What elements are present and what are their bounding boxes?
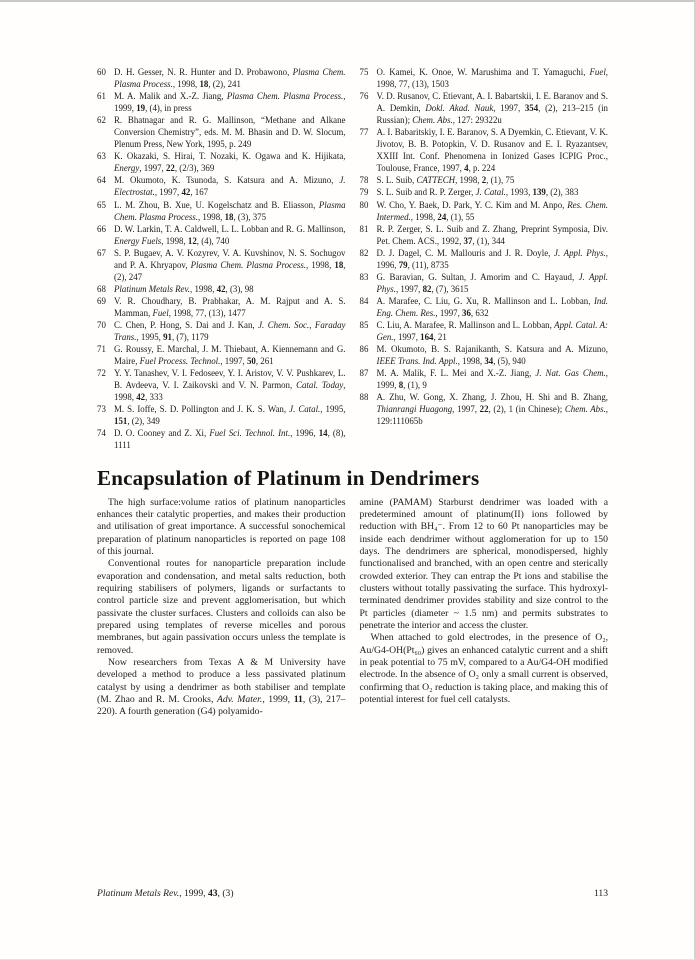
reference-number: 88 — [359, 392, 369, 403]
reference-item — [360, 174, 609, 186]
page-content — [97, 66, 608, 719]
reference-text: K. Okazaki, S. Hirai, T. Nozaki, K. Ogawa and K. Hijikata, Energy, 1997, 22, (2/3), 369 — [114, 151, 346, 174]
reference-item — [97, 150, 346, 174]
reference-text: M. Okumoto, B. S. Rajanikanth, S. Katsura and A. Mizuno, IEEE Trans. Ind. Appl., 1998, 34, (5), 940 — [376, 344, 608, 367]
reference-item — [360, 367, 609, 391]
reference-item — [97, 114, 346, 150]
reference-text: S. L. Suib and R. P. Zerger, J. Catal., 1993, 139, (2), 383 — [376, 187, 579, 198]
reference-text: O. Kamei, K. Onoe, W. Marushima and T. Yamaguchi, Fuel, 1998, 77, (13), 1503 — [376, 67, 608, 90]
reference-text: M. S. Ioffe, S. D. Pollington and J. K. S. Wan, J. Catal., 1995, 151, (2), 349 — [114, 404, 346, 427]
reference-text: G. Baravian, G. Sultan, J. Amorim and C. Hayaud, J. Appl. Phys., 1997, 82, (7), 3615 — [376, 271, 608, 294]
reference-text: C. Chen, P. Hong, S. Dai and J. Kan, J. Chem. Soc., Faraday Trans., 1995, 91, (7), 1179 — [114, 319, 346, 343]
reference-number: 85 — [359, 319, 369, 330]
body-paragraph: amine (PAMAM) Starburst dendrimer was loaded with a predetermined amount of platinum(II) ions followed by reduction with BH₄⁻. From 12 to 60 Pt nanoparticles may be inside each dendrimer without agglomeration for up to 150 days. The dendrimers are spherical, monodispersed, highly functionalised and branched, with an open centre and sterically crowded exterior. They can entrap the Pt ions and stabilise the clusters without totally passivating the surface. This hydroxyl-terminated dendrimer provides stability and size control to the Pt particles (diameter ~ 1.5 nm) and permits substrates to penetrate the interior and access the cluster. — [359, 496, 608, 631]
reference-number: 61 — [97, 91, 106, 102]
reference-item — [97, 223, 346, 247]
reference-number: 74 — [97, 428, 106, 439]
reference-number: 67 — [97, 247, 106, 258]
reference-text: G. Roussy, E. Marchal, J. M. Thiebaut, A. Kiennemann and G. Maire, Fuel Process. Technol., 1997, 50, 261 — [114, 344, 346, 367]
reference-number: 71 — [97, 344, 106, 355]
body-paragraph: Conventional routes for nanoparticle preparation include evaporation and condensation, and metal salts reduction, both requiring stabilisers of polymers, ligands or surfactants to control particle size and prevent agglomerisation, but which passivate the cluster surfaces. Clusters and colloids can also be prepared using templates of reverse micelles and porous membranes, but again passivation occurs unless the template is removed. — [97, 558, 346, 656]
reference-number: 73 — [97, 404, 106, 415]
reference-text: M. A. Malik and X.-Z. Jiang, Plasma Chem. Plasma Process., 1999, 19, (4), in press — [114, 91, 346, 114]
article-column-left — [97, 497, 346, 719]
reference-text: R. Bhatnagar and R. G. Mallinson, “Methane and Alkane Conversion Chemistry”, eds. M. M. Bhasin and D. W. Slocum, Plenum Press, New York, 1995, p. 249 — [114, 115, 346, 150]
reference-text: D. H. Gesser, N. R. Hunter and D. Probawono, Plasma Chem. Plasma Process., 1998, 18, (2), 241 — [114, 67, 346, 90]
reference-number: 69 — [97, 295, 106, 306]
reference-item — [97, 174, 346, 198]
reference-number: 83 — [359, 271, 369, 282]
article-body — [97, 497, 608, 719]
reference-text: W. Cho, Y. Baek, D. Park, Y. C. Kim and M. Anpo, Res. Chem. Intermed., 1998, 24, (1), 55 — [376, 199, 608, 222]
reference-item — [97, 343, 346, 367]
reference-number: 81 — [359, 223, 369, 234]
reference-item — [360, 319, 609, 343]
reference-number: 64 — [97, 175, 106, 186]
reference-number: 79 — [359, 187, 369, 198]
footer-journal-reference: Platinum Metals Rev., 1999, 43, (3) — [97, 888, 234, 899]
reference-number: 86 — [359, 344, 369, 355]
article-column-right — [360, 497, 609, 719]
article-title: Encapsulation of Platinum in Dendrimers — [97, 465, 480, 490]
reference-text: C. Liu, A. Marafee, R. Mallinson and L. Lobban, Appl. Catal. A: Gen., 1997, 164, 21 — [376, 319, 608, 343]
reference-number: 70 — [97, 319, 106, 330]
reference-item — [360, 90, 609, 126]
reference-number: 60 — [97, 67, 106, 77]
reference-text: V. D. Rusanov, C. Etievant, A. I. Babartskii, I. E. Baranov and S. A. Demkin, Dokl. Akad. Nauk, 1997, 354, (2), 213–215 (in Russian); Chem. Abs., 127: 29322u — [376, 91, 608, 126]
reference-number: 84 — [359, 295, 369, 306]
reference-text: S. P. Bugaev, A. V. Kozyrev, V. A. Kuvshinov, N. S. Sochugov and P. A. Khryapov, Plasma Chem. Plasma Process., 1998, 18, (2), 247 — [114, 247, 346, 282]
reference-item — [97, 403, 346, 427]
reference-text: A. Zhu, W. Gong, X. Zhang, J. Zhou, H. Shi and B. Zhang, Thianrangi Huagong, 1997, 22, (2), 1 (in Chinese); Chem. Abs., 129:111065b — [376, 392, 609, 427]
reference-text: Platinum Metals Rev., 1998, 42, (3), 98 — [114, 283, 254, 294]
body-paragraph: Now researchers from Texas A & M University have developed a method to produce a less passivated platinum catalyst by using a dendrimer as both stabiliser and template (M. Zhao and R. M. Crooks, Adv. Mater., 1999, 11, (3), 217–220). A fourth generation (G4) polyamido- — [97, 656, 346, 718]
references-section — [97, 66, 608, 452]
reference-item — [360, 186, 609, 198]
reference-number: 62 — [97, 115, 106, 126]
reference-item — [97, 283, 346, 295]
references-column-left — [97, 66, 346, 452]
reference-text: D. W. Larkin, T. A. Caldwell, L. L. Lobban and R. G. Mallinson, Energy Fuels, 1998, 12, (4), 740 — [114, 223, 346, 246]
reference-item — [360, 391, 609, 427]
reference-text: D. O. Cooney and Z. Xi, Fuel Sci. Technol. Int., 1996, 14, (8), 1111 — [114, 428, 346, 451]
reference-number: 68 — [97, 283, 106, 294]
reference-text: A. Marafee, C. Liu, G. Xu, R. Mallinson and L. Lobban, Ind. Eng. Chem. Res., 1997, 36, 632 — [376, 295, 608, 318]
reference-item — [360, 295, 609, 319]
reference-text: L. M. Zhou, B. Xue, U. Kogelschatz and B. Eliasson, Plasma Chem. Plasma Process., 1998, 18, (3), 375 — [114, 199, 346, 222]
reference-item — [360, 126, 609, 174]
body-paragraph: When attached to gold electrodes, in the presence of O₂, Au/G4-OH(Pt₆₀) gives an enhanced catalytic current and a shift in peak potential to 75 mV, compared to a Au/G4-OH modified electrode. In the absence of O₂ only a small current is observed, confirming that O₂ reduction is taking place, and making this of potential interest for fuel cell catalysts. — [359, 632, 608, 705]
reference-number: 65 — [97, 199, 106, 210]
reference-number: 87 — [359, 368, 369, 379]
reference-item — [360, 66, 609, 90]
reference-number: 76 — [359, 91, 369, 102]
reference-item — [360, 343, 609, 367]
reference-item — [360, 199, 609, 223]
reference-text: M. Okumoto, K. Tsunoda, S. Katsura and A. Mizuno, J. Electrostat., 1997, 42, 167 — [114, 175, 346, 198]
reference-item — [360, 271, 609, 295]
reference-text: M. A. Malik, F. L. Mei and X.-Z. Jiang, J. Nat. Gas Chem., 1999, 8, (1), 9 — [376, 368, 608, 391]
reference-number: 80 — [359, 199, 369, 210]
body-paragraph: The high surface:volume ratios of platinum nanoparticles enhances their catalytic properties, and makes their production and utilisation of great importance. A successful sonochemical preparation of platinum nanoparticles is reported on page 108 of this journal. — [97, 496, 346, 557]
reference-item — [97, 319, 346, 343]
reference-item — [97, 199, 346, 223]
reference-text: Y. Y. Tanashev, V. I. Fedoseev, Y. I. Aristov, V. V. Pushkarev, L. B. Avdeeva, V. I. Zaikovski and V. N. Parmon, Catal. Today, 1998, 42, 333 — [114, 368, 346, 403]
reference-item — [97, 295, 346, 319]
reference-number: 75 — [359, 67, 369, 77]
reference-number: 72 — [97, 368, 106, 379]
reference-number: 63 — [97, 151, 106, 162]
reference-item — [97, 66, 346, 90]
footer-page-number: 113 — [593, 888, 608, 899]
reference-item — [97, 90, 346, 114]
reference-item — [360, 247, 609, 271]
reference-item — [360, 223, 609, 247]
reference-text: A. I. Babaritskiy, I. E. Baranov, S. A Dyemkin, C. Etievant, V. K. Jivotov, B. B. Potopkin, V. D. Rusanov and E. I. Ryazantsev, XXIII Int. Conf. Phenomena in Ionized Gases ICPIG Proc., Toulouse, France, 1997, 4, p. 224 — [376, 127, 608, 174]
reference-text: R. P. Zerger, S. L. Suib and Z. Zhang, Preprint Symposia, Div. Pet. Chem. ACS., 1992, 37, (1), 344 — [376, 223, 608, 246]
reference-number: 77 — [359, 127, 369, 138]
reference-item — [97, 427, 346, 451]
reference-item — [97, 367, 346, 403]
page-footer — [97, 888, 608, 899]
reference-text: V. R. Choudhary, B. Prabhakar, A. M. Rajput and A. S. Mamman, Fuel, 1998, 77, (13), 1477 — [114, 295, 346, 318]
reference-text: D. J. Dagel, C. M. Mallouris and J. R. Doyle, J. Appl. Phys., 1996, 79, (11), 8735 — [376, 247, 608, 270]
reference-text: S. L. Suib, CATTECH, 1998, 2, (1), 75 — [376, 175, 515, 186]
reference-number: 82 — [359, 247, 369, 258]
references-column-right — [360, 66, 609, 452]
reference-number: 78 — [359, 175, 369, 186]
reference-item — [97, 247, 346, 283]
reference-number: 66 — [97, 223, 106, 234]
